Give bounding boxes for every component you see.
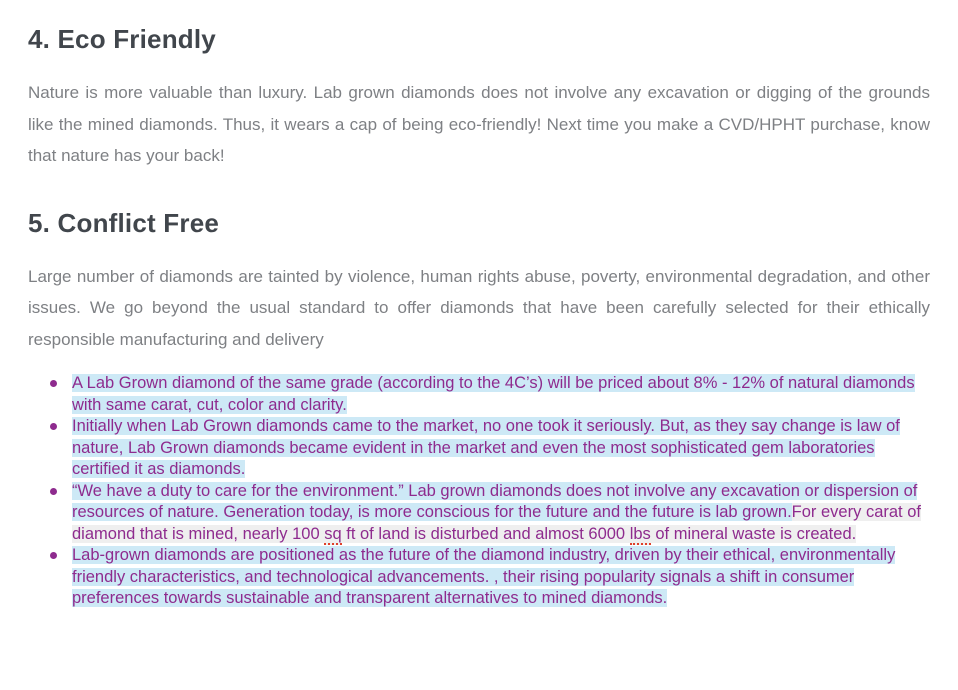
highlighted-text-segment: A Lab Grown diamond of the same grade (according to the 4C’s) will be priced about 8% - 12% of natural diamonds with same carat, cut, color and clarity. (72, 374, 915, 414)
highlighted-text-segment: ft of land is disturbed and almost 6000 (341, 524, 630, 543)
highlighted-text-segment: of mineral waste is created. (650, 524, 857, 543)
eco-friendly-paragraph: Nature is more valuable than luxury. Lab grown diamonds does not involve any excavation or digging of the grounds like the mined diamonds. Thus, it wears a cap of being eco-friendly! Next time you make a CVD/HPHT purchase, know that nature has your back! (28, 83, 930, 166)
list-item (72, 545, 930, 610)
conflict-free-paragraph: Large number of diamonds are tainted by violence, human rights abuse, poverty, environmental degradation, and other issues. We go beyond the usual standard to offer diamonds that have been carefully selected for their ethically responsible manufacturing and delivery (28, 266, 930, 349)
misspelled-word: lbs (629, 524, 651, 543)
highlighted-text-segment: Initially when Lab Grown diamonds came to the market, no one took it seriously. But, as they say change is law of nature, Lab Grown diamonds became evident in the market and even the most sophisticated gem laboratories certified it as diamonds. (72, 417, 900, 479)
highlighted-text-segment: For every carat of diamond that is mined, nearly 100 (72, 503, 921, 543)
list-item (72, 373, 930, 416)
highlighted-text-segment: “We have a duty to care for the environment.” Lab grown diamonds does not involve any excavation or dispersion of resources of nature. Generation today, is more conscious for the future and the future is lab grown. (72, 481, 918, 522)
misspelled-word: sq (324, 524, 342, 543)
section-heading-eco-friendly: 4. Eco Friendly (28, 24, 216, 54)
list-item (72, 416, 930, 481)
list-item (72, 481, 930, 546)
highlighted-bullet-list (28, 373, 930, 610)
section-heading-conflict-free: 5. Conflict Free (28, 207, 220, 238)
highlighted-text-segment: Lab-grown diamonds are positioned as the future of the diamond industry, driven by their ethical, environmentally friendly characteristics, and technological advancements. , their rising popularity signals a shift in consumer preferences towards sustainable and transparent alternatives to mined diamonds. (72, 546, 896, 608)
